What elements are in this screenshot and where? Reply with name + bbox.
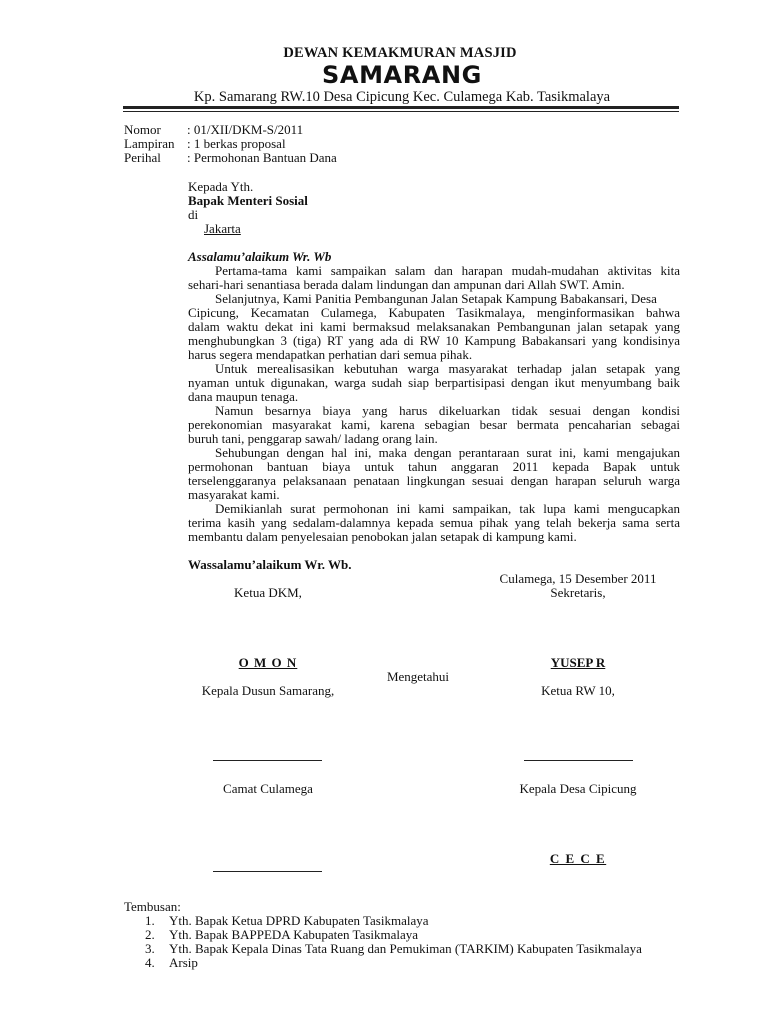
cc-label: Tembusan:: [124, 899, 181, 914]
recipient-name: Bapak Menteri Sosial: [188, 193, 308, 208]
body-line: Selanjutnya, Kami Panitia Pembangunan Jalan Setapak Kampung Babakansari, Desa: [215, 291, 657, 306]
organization-title: DEWAN KEMAKMURAN MASJID: [283, 45, 517, 61]
body-line: Cipicung, Kecamatan Culamega, Kabupaten Tasikmalaya, menginformasikan bahwa: [188, 305, 680, 320]
lampiran-label: Lampiran: [124, 136, 175, 151]
ketua-dkm-name: O M O N: [238, 655, 298, 670]
body-line: sehari-hari senantiasa berada dalam lindungan dan ampunan dari Allah SWT. Amin.: [188, 277, 625, 292]
perihal-value: : Permohonan Bantuan Dana: [187, 150, 337, 165]
body-line: membantu dalam penyelesaian penobokan jalan setapak di kampung kami.: [188, 529, 577, 544]
closing-salutation: Wassalamu’alaikum Wr. Wb.: [188, 557, 352, 572]
body-line: Pertama-tama kami sampaikan salam dan harapan mudah-mudahan aktivitas kita: [215, 263, 680, 278]
body-line: perekonomian masyarakat kami, karena sebagian besar bermata pencaharian sebagai: [188, 417, 680, 432]
body-line: terselenggaranya pelaksanaan penataan lingkungan sesuai dengan harapan seluruh warga: [188, 473, 680, 488]
body-line: Demikianlah surat permohonan ini kami sampaikan, tak lupa kami mengucapkan: [215, 501, 680, 516]
kadus-signature-line: [213, 760, 322, 761]
letterhead-rule-thin: [123, 111, 679, 112]
cc-item: 4. Arsip: [145, 955, 198, 970]
sekretaris-name: YUSEP R: [550, 655, 606, 670]
cc-list: [145, 914, 642, 970]
sekretaris-title: Sekretaris,: [550, 585, 606, 600]
body-line: harus segera mendapatkan perhatian dari semua pihak.: [188, 347, 473, 362]
cc-item: 3. Yth. Bapak Kepala Dinas Tata Ruang dan Pemukiman (TARKIM) Kabupaten Tasikmalaya: [145, 941, 642, 956]
nomor-label: Nomor: [124, 122, 161, 137]
cc-item: 1. Yth. Bapak Ketua DPRD Kabupaten Tasikmalaya: [145, 913, 429, 928]
kades-title: Kepala Desa Cipicung: [519, 781, 637, 796]
kades-name: C E C E: [549, 851, 607, 866]
recipient-greeting: Kepada Yth.: [188, 179, 254, 194]
cc-item: 2. Yth. Bapak BAPPEDA Kabupaten Tasikmalaya: [145, 927, 419, 942]
place-date: Culamega, 15 Desember 2011: [499, 571, 657, 586]
body-line: buruh tani, penggarap sawah/ ladang orang lain.: [188, 431, 438, 446]
recipient-at: di: [188, 207, 199, 222]
ketua-rw-signature-line: [524, 760, 633, 761]
body-line: dalam waktu dekat ini kami bermaksud melaksanakan Pembangunan jalan setapak yang: [188, 319, 680, 334]
body-line: nyaman untuk digunakan, warga sudah siap berpartisipasi dengan ikut menyumbang baik: [188, 375, 680, 390]
body-line: Sehubungan dengan hal ini, maka dengan perantaraan surat ini, kami mengajukan: [215, 445, 680, 460]
body-line: terima kasih yang sedalam-dalamnya kepada semua pihak yang telah bekerja sama serta: [188, 515, 680, 530]
organization-name: SAMARANG: [322, 61, 482, 89]
body-line: dana maupun tenaga.: [188, 389, 299, 404]
letterhead-rule-thick: [123, 106, 679, 109]
opening-salutation: Assalamu’alaikum Wr. Wb: [188, 249, 332, 264]
lampiran-value: : 1 berkas proposal: [187, 136, 286, 151]
ketua-rw-title: Ketua RW 10,: [541, 683, 615, 698]
body-line: Untuk merealisasikan kebutuhan warga masyarakat terhadap jalan setapak yang: [215, 361, 680, 376]
body-line: Namun besarnya biaya yang harus dikeluarkan tidak sesuai dengan kondisi: [215, 403, 680, 418]
acknowledged-label: Mengetahui: [386, 669, 450, 684]
recipient-place: Jakarta: [204, 221, 241, 236]
perihal-label: Perihal: [124, 150, 161, 165]
body-line: menghubungkan 3 (tiga) RT yang ada di RW 10 Kampung Babakansari yang kondisinya: [188, 333, 680, 348]
body-line: masyarakat kami.: [188, 487, 280, 502]
kadus-title: Kepala Dusun Samarang,: [201, 683, 335, 698]
organization-address: Kp. Samarang RW.10 Desa Cipicung Kec. Culamega Kab. Tasikmalaya: [193, 89, 611, 105]
camat-title: Camat Culamega: [223, 781, 313, 796]
ketua-dkm-title: Ketua DKM,: [234, 585, 302, 600]
camat-signature-line: [213, 871, 322, 872]
nomor-value: : 01/XII/DKM-S/2011: [187, 122, 304, 137]
body-line: permohonan bantuan biaya untuk tahun anggaran 2011 kepada Bapak untuk: [188, 459, 680, 474]
